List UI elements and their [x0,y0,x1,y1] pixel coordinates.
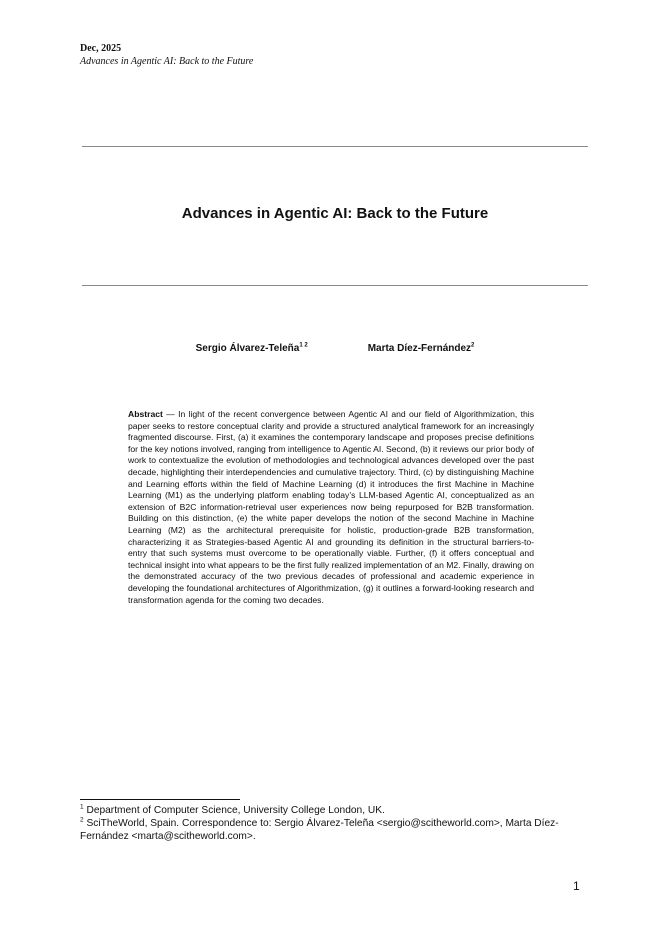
title-top-rule [82,146,588,147]
author-2-name: Marta Díez-Fernández [367,343,472,354]
abstract-label: Abstract [128,409,163,419]
page-number: 1 [573,879,580,893]
author-list [82,343,588,354]
abstract [128,409,534,606]
footnote-1-text: Department of Computer Science, University College London, UK. [83,805,385,816]
abstract-text: — In light of the recent convergence between Agentic AI and our field of Algorithmization, this paper seeks to restore conceptual clarity and provide a structured analytical framework for an increasingly fragmented discourse. First, (a) it examines the contemporary landscape and proposes precise definitions for the key notions involved, ranging from intelligence to Agentic AI. Second, (b) it reviews our prior body of work to contextualize the evolution of methodologies and technological advances developed over the past decade, highlighting their interdependencies and cumulative trajectory. Third, (c) by distinguishing Machine and Learning efforts within the field of Machine Learning (d) it introduces the first Machine in Machine Learning (M1) as the underlying platform enabling today’s LLM-based Agentic AI, conceptualized as an extension of B2C information-retrieval user experiences now being repurposed for B2B transformation. Building on this distinction, (e) the white paper develops the notion of the second Machine in Machine Learning (M2) as the architectural prerequisite for holistic, production-grade B2B transformation, characterizing it as Strategies-based Agentic AI and grounding its definition in the structural barriers-to-entry that such systems must overcome to be operationally viable. Further, (f) it offers conceptual and technical insight into what appears to be the first fully realized implementation of an M2. Finally, drawing on the demonstrated accuracy of the two previous decades of professional and academic experience in developing the foundational architectures of Algorithmization, (g) it outlines a forward-looking research and transformation agenda for the coming two decades. [128,409,534,605]
footnotes [80,804,580,843]
author-2-affiliation: 2 [471,342,475,349]
author-1 [196,343,308,354]
author-1-name: Sergio Álvarez-Teleña [195,343,300,354]
header-date: Dec, 2025 [80,43,122,54]
footnote-2-mark: 2 [80,816,84,824]
footnote-1-mark: 1 [80,803,84,811]
footnote-rule [80,799,240,800]
paper-title: Advances in Agentic AI: Back to the Future [181,205,489,222]
footnote-2-text: SciTheWorld, Spain. Correspondence to: Sergio Álvarez-Teleña <sergio@scitheworld.com>, Marta Díez-Fernández <marta@scitheworld.com>. [80,818,559,842]
author-2 [368,343,475,354]
running-header [80,42,253,68]
title-bottom-rule [82,285,588,286]
author-1-affiliation: 1 2 [299,342,308,349]
footnote-1 [80,804,580,817]
header-running-title: Advances in Agentic AI: Back to the Future [80,56,254,67]
footnote-2 [80,817,580,843]
